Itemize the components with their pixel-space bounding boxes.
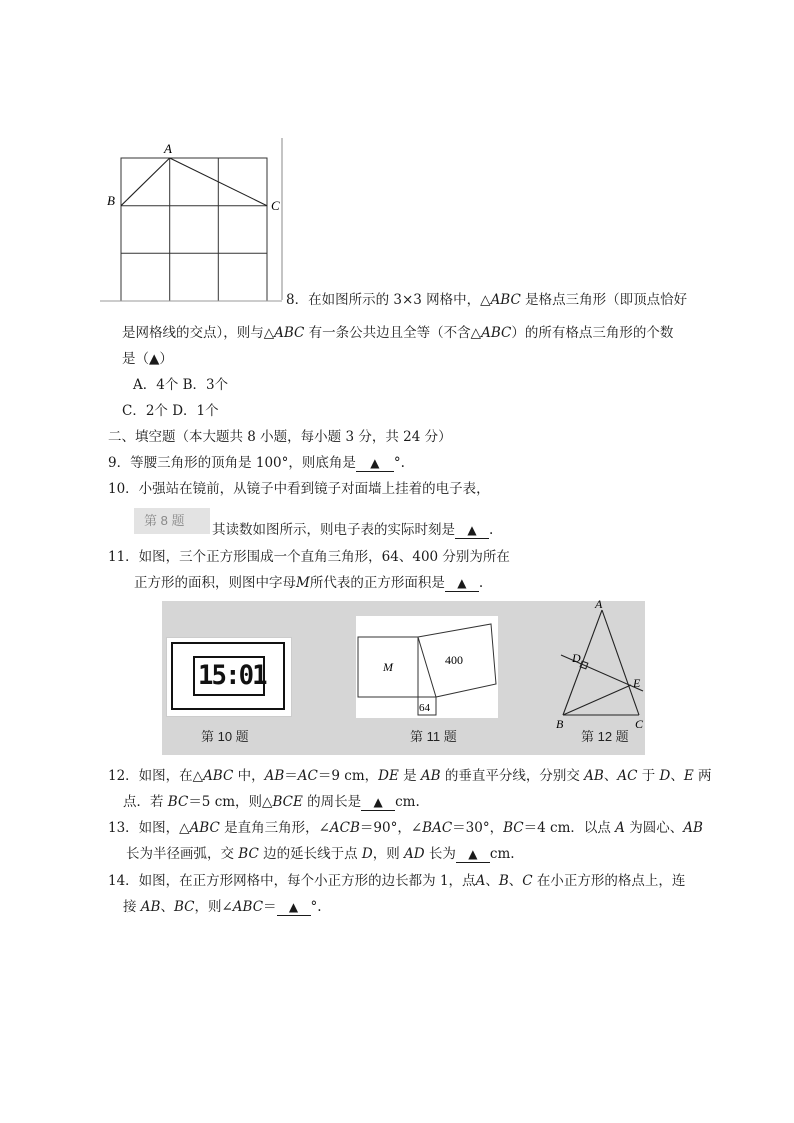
q9-line: 9．等腰三角形的顶角是 100°，则底角是 ▲ °. xyxy=(108,455,405,471)
fig10-clock-frame xyxy=(166,637,292,717)
q12-line1: 12．如图，在△ABC 中，AB＝AC＝9 cm，DE 是 AB 的垂直平分线，分别交 AB、AC 于 D、E 两 xyxy=(108,768,712,784)
fig12-label-c: C xyxy=(635,717,644,731)
q10-blank[interactable]: ▲ xyxy=(455,522,489,539)
q8-options-ab xyxy=(133,375,228,395)
section2-title: 二、填空题（本大题共 8 小题，每小题 3 分，共 24 分） xyxy=(108,429,452,445)
fig10-clock-reading: 15:01 xyxy=(198,660,266,691)
fig11-label-m: M xyxy=(383,660,393,674)
q12-line2: 点．若 BC＝5 cm，则△BCE 的周长是 ▲ cm. xyxy=(123,794,420,810)
q8-line2: 是网格线的交点），则与△ABC 有一条公共边且全等（不含△ABC）的所有格点三角形的个数 xyxy=(122,325,674,341)
q8-grid-figure xyxy=(100,138,290,308)
caption-fig10: 第 10 题 xyxy=(201,729,249,744)
q12-blank[interactable]: ▲ xyxy=(361,794,395,811)
q8-label-a: A xyxy=(164,141,172,156)
fig11-squares-figure xyxy=(356,616,498,718)
q14-blank[interactable]: ▲ xyxy=(277,899,311,916)
q8-option-d[interactable]: D．1个 xyxy=(172,403,219,419)
q10-line1: 10．小强站在镜前，从镜子中看到镜子对面墙上挂着的电子表， xyxy=(108,481,490,497)
q11-line1: 11．如图，三个正方形围成一个直角三角形，64、400 分别为所在 xyxy=(108,549,510,565)
q8-option-c[interactable]: C．2个 xyxy=(122,403,168,419)
q13-line1: 13．如图，△ABC 是直角三角形，∠ACB＝90°，∠BAC＝30°，BC＝4 cm．以点 A 为圆心、AB xyxy=(108,820,703,836)
caption-fig12: 第 12 题 xyxy=(581,729,629,744)
q13-line2: 长为半径画弧，交 BC 边的延长线于点 D，则 AD 长为 ▲ cm. xyxy=(126,846,515,862)
fig12-label-b: B xyxy=(556,717,564,731)
fig12-label-a: A xyxy=(595,598,603,611)
q8-options-cd xyxy=(122,401,219,421)
fig10-clock-display xyxy=(193,656,265,696)
q8-label-b: B xyxy=(107,193,115,208)
q8-option-a[interactable]: A．4个 xyxy=(133,377,179,393)
fig10-clock-outer xyxy=(171,642,285,710)
q10-badge: 第 8 题 xyxy=(134,508,210,534)
q14-line1: 14．如图，在正方形网格中，每个小正方形的边长都为 1，点A、B、C 在小正方形的格点上，连 xyxy=(108,873,686,889)
q9-blank[interactable]: ▲ xyxy=(356,455,394,472)
fig12-triangle-figure xyxy=(555,598,647,734)
fig11-label-400: 400 xyxy=(445,653,463,667)
q10-line2: 其读数如图所示，则电子表的实际时刻是 ▲ . xyxy=(212,522,494,538)
q11-blank[interactable]: ▲ xyxy=(445,575,479,592)
q8-option-b[interactable]: B．3个 xyxy=(182,377,229,393)
q13-blank[interactable]: ▲ xyxy=(456,846,490,863)
q8-label-c: C xyxy=(271,198,280,213)
fig11-label-64: 64 xyxy=(419,702,430,714)
q14-line2: 接 AB、BC，则∠ABC＝ ▲ °. xyxy=(123,899,322,915)
q8-line1: 8．在如图所示的 3×3 网格中，△ABC 是格点三角形（即顶点恰好 xyxy=(286,292,688,308)
fig12-label-e: E xyxy=(633,676,641,690)
q8-line3: 是（▲） xyxy=(122,351,173,367)
fig12-label-d: D xyxy=(572,651,581,665)
caption-fig11: 第 11 题 xyxy=(410,729,457,744)
q11-line2: 正方形的面积，则图中字母M所代表的正方形面积是 ▲ . xyxy=(134,575,484,591)
